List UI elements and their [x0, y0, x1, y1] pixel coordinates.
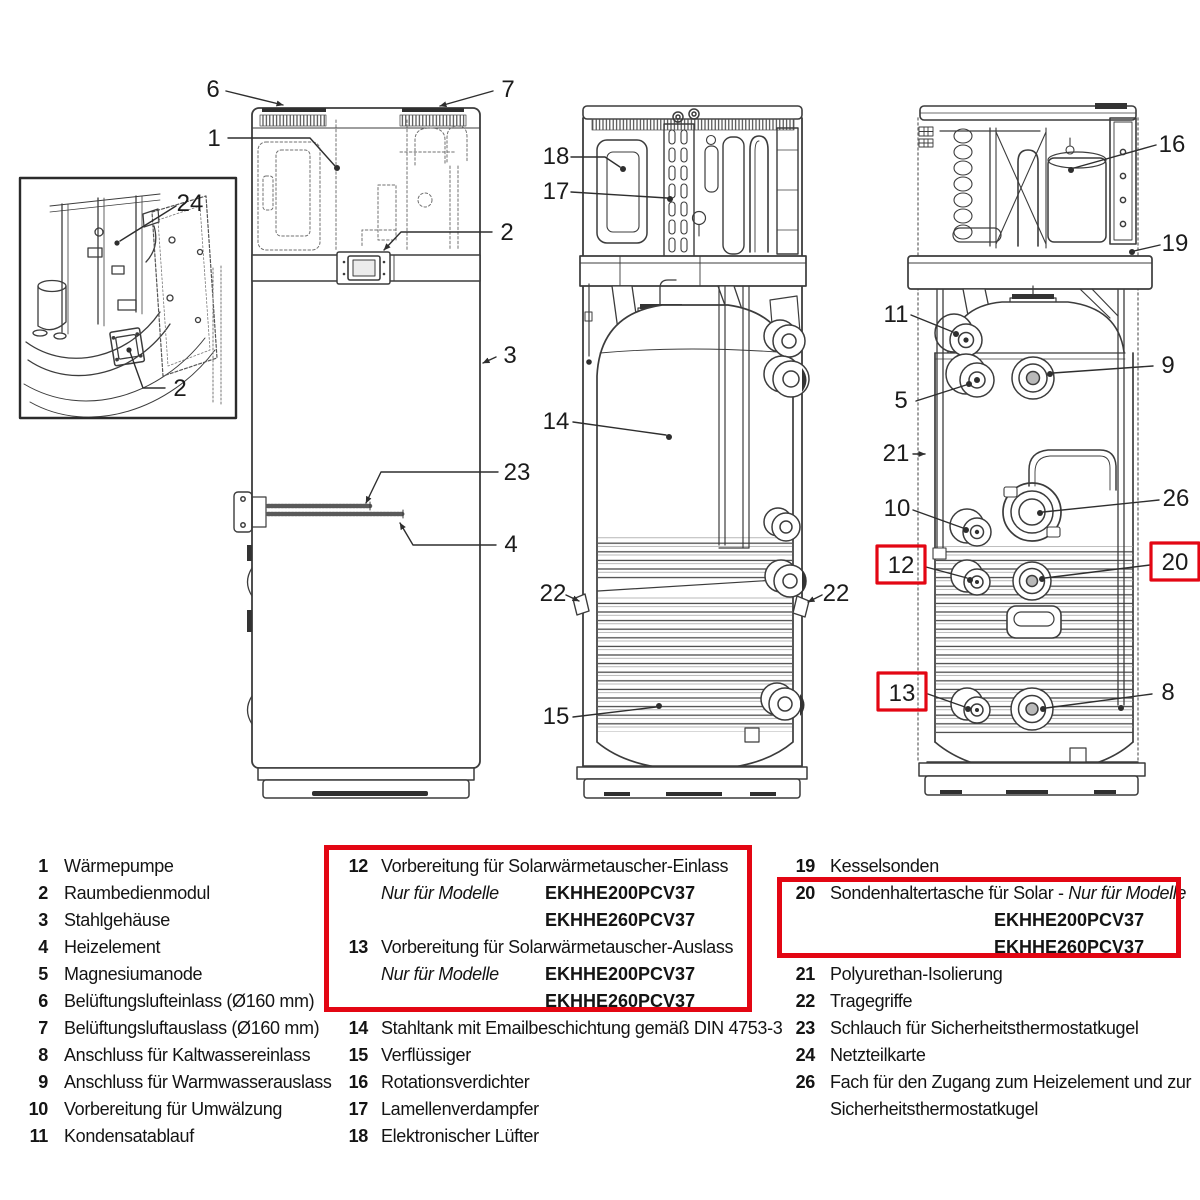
- callout-1: 1: [207, 125, 221, 152]
- legend-num: 23: [795, 1018, 815, 1038]
- legend-model-12-1: EKHHE200PCV37: [545, 883, 696, 903]
- callout-26: 26: [1162, 485, 1190, 512]
- legend-num: 3: [38, 910, 48, 930]
- callout-13: 13: [888, 680, 916, 707]
- legend-model-20-2: EKHHE260PCV37: [994, 937, 1145, 957]
- vent-inlet-grille: [260, 115, 326, 126]
- callout-24: 24: [176, 190, 204, 217]
- legend-num: 10: [28, 1099, 48, 1119]
- unit-center-base: [577, 766, 807, 798]
- legend-text: Schlauch für Sicherheitsthermostatkugel: [830, 1018, 1139, 1038]
- legend-num: 1: [38, 856, 48, 876]
- callout-2: 2: [500, 219, 514, 246]
- legend-text-26-line2: Sicherheitsthermostatkugel: [830, 1099, 1039, 1119]
- legend-text: Vorbereitung für Umwälzung: [64, 1099, 283, 1119]
- legend-num-19: 19: [795, 856, 815, 876]
- legend-num-12: 12: [348, 856, 368, 876]
- legend-text: Anschluss für Kaltwassereinlass: [64, 1045, 311, 1065]
- legend-num: 2: [38, 883, 48, 903]
- legend-text: Belüftungslufteinlass (Ø160 mm): [64, 991, 315, 1011]
- legend-model-20-1: EKHHE200PCV37: [994, 910, 1145, 930]
- callout-5: 5: [894, 387, 908, 414]
- callout-17: 17: [542, 178, 570, 205]
- callout-2-inset: 2: [173, 375, 187, 402]
- highlight-box-solar-pocket: [777, 877, 1181, 958]
- legend-num: 8: [38, 1045, 48, 1065]
- callout-15: 15: [542, 703, 570, 730]
- inset-detail-view: [20, 178, 236, 418]
- legend-num: 15: [348, 1045, 368, 1065]
- legend-text-19: Kesselsonden: [830, 856, 939, 876]
- evaporator-plate: [664, 124, 694, 257]
- legend-num: 22: [795, 991, 815, 1011]
- carry-handle-right: [793, 596, 809, 617]
- legend-num: 6: [38, 991, 48, 1011]
- unit-front-base: [258, 768, 474, 798]
- legend-num: 11: [29, 1126, 48, 1146]
- legend-text: Wärmepumpe: [64, 856, 174, 876]
- callout-21: 21: [882, 440, 910, 467]
- legend-note-20: Nur für Modelle: [1068, 883, 1187, 903]
- callout-19: 19: [1161, 230, 1189, 257]
- vent-grid-icon: [919, 127, 933, 147]
- legend-num: 24: [795, 1045, 815, 1065]
- callout-14: 14: [542, 408, 570, 435]
- legend-note-12: Nur für Modelle: [381, 883, 499, 903]
- legend-num: 7: [38, 1018, 48, 1038]
- legend-model-13-2: EKHHE260PCV37: [545, 991, 696, 1011]
- legend-num: 4: [38, 937, 48, 957]
- legend-model-12-2: EKHHE260PCV37: [545, 910, 696, 930]
- legend-text: Stahlgehäuse: [64, 910, 170, 930]
- legend-text: Elektronischer Lüfter: [381, 1126, 539, 1146]
- legend-num: 14: [348, 1018, 368, 1038]
- legend-text: Magnesiumanode: [64, 964, 203, 984]
- condenser-coil-lower: [598, 596, 792, 732]
- legend-text: Verflüssiger: [381, 1045, 471, 1065]
- unit-front-view: [226, 91, 498, 798]
- highlight-box-solar-items: [324, 845, 752, 1012]
- unit-center-view: [566, 106, 822, 798]
- legend-model-13-1: EKHHE200PCV37: [545, 964, 696, 984]
- legend-text: Polyurethan-Isolierung: [830, 964, 1003, 984]
- legend-num: 26: [795, 1072, 815, 1092]
- legend-text: Raumbedienmodul: [64, 883, 210, 903]
- legend-note-13: Nur für Modelle: [381, 964, 499, 984]
- callout-16: 16: [1158, 131, 1186, 158]
- legend-num-20: 20: [795, 883, 815, 903]
- callout-7: 7: [501, 76, 515, 103]
- legend-text: Netzteilkarte: [830, 1045, 926, 1065]
- legend-num: 21: [795, 964, 815, 984]
- legend-text: Kondensatablauf: [64, 1126, 194, 1146]
- legend-text: Fach für den Zugang zum Heizelement und zur: [830, 1072, 1192, 1092]
- callout-11: 11: [883, 301, 909, 328]
- callout-12: 12: [887, 552, 915, 579]
- legend-num-13: 13: [348, 937, 368, 957]
- legend-text-13: Vorbereitung für Solarwärmetauscher-Auslass: [381, 937, 734, 957]
- room-control-display: [337, 252, 390, 284]
- legend-num: 17: [348, 1099, 368, 1119]
- callout-8: 8: [1161, 679, 1175, 706]
- legend-text: Stahltank mit Emailbeschichtung gemäß DIN 4753-3: [381, 1018, 783, 1038]
- callout-20: 20: [1161, 549, 1189, 576]
- legend-num: 18: [348, 1126, 368, 1146]
- callout-3: 3: [503, 342, 517, 369]
- mounting-plate: [1110, 118, 1136, 244]
- legend-text: Anschluss für Warmwasserauslass: [64, 1072, 332, 1092]
- fan-housing: [597, 140, 647, 243]
- unit-rear-view: [877, 103, 1199, 795]
- callout-9: 9: [1161, 352, 1175, 379]
- anode-wire: [585, 284, 592, 365]
- callout-18: 18: [542, 143, 570, 170]
- callout-22-left: 22: [539, 580, 567, 607]
- legend-text: Rotationsverdichter: [381, 1072, 530, 1092]
- legend-text: Belüftungsluftauslass (Ø160 mm): [64, 1018, 320, 1038]
- callout-23: 23: [503, 459, 531, 486]
- callout-10: 10: [883, 495, 911, 522]
- condenser-coil-upper: [598, 537, 792, 579]
- callout-4: 4: [504, 531, 518, 558]
- callout-6: 6: [206, 76, 220, 103]
- legend-text: Tragegriffe: [830, 991, 913, 1011]
- legend-text: Lamellenverdampfer: [381, 1099, 539, 1119]
- rotary-compressor: [1048, 138, 1106, 242]
- vent-outlet-grille: [400, 115, 466, 126]
- legend-num: 9: [38, 1072, 48, 1092]
- callout-22-right: 22: [822, 580, 850, 607]
- legend-text: Heizelement: [64, 937, 161, 957]
- legend-num: 5: [38, 964, 48, 984]
- legend-text-12: Vorbereitung für Solarwärmetauscher-Einlass: [381, 856, 729, 876]
- carry-handle-left: [573, 594, 589, 615]
- legend-num: 16: [348, 1072, 368, 1092]
- legend-text-20-title: Sondenhaltertasche für Solar -: [830, 883, 1069, 903]
